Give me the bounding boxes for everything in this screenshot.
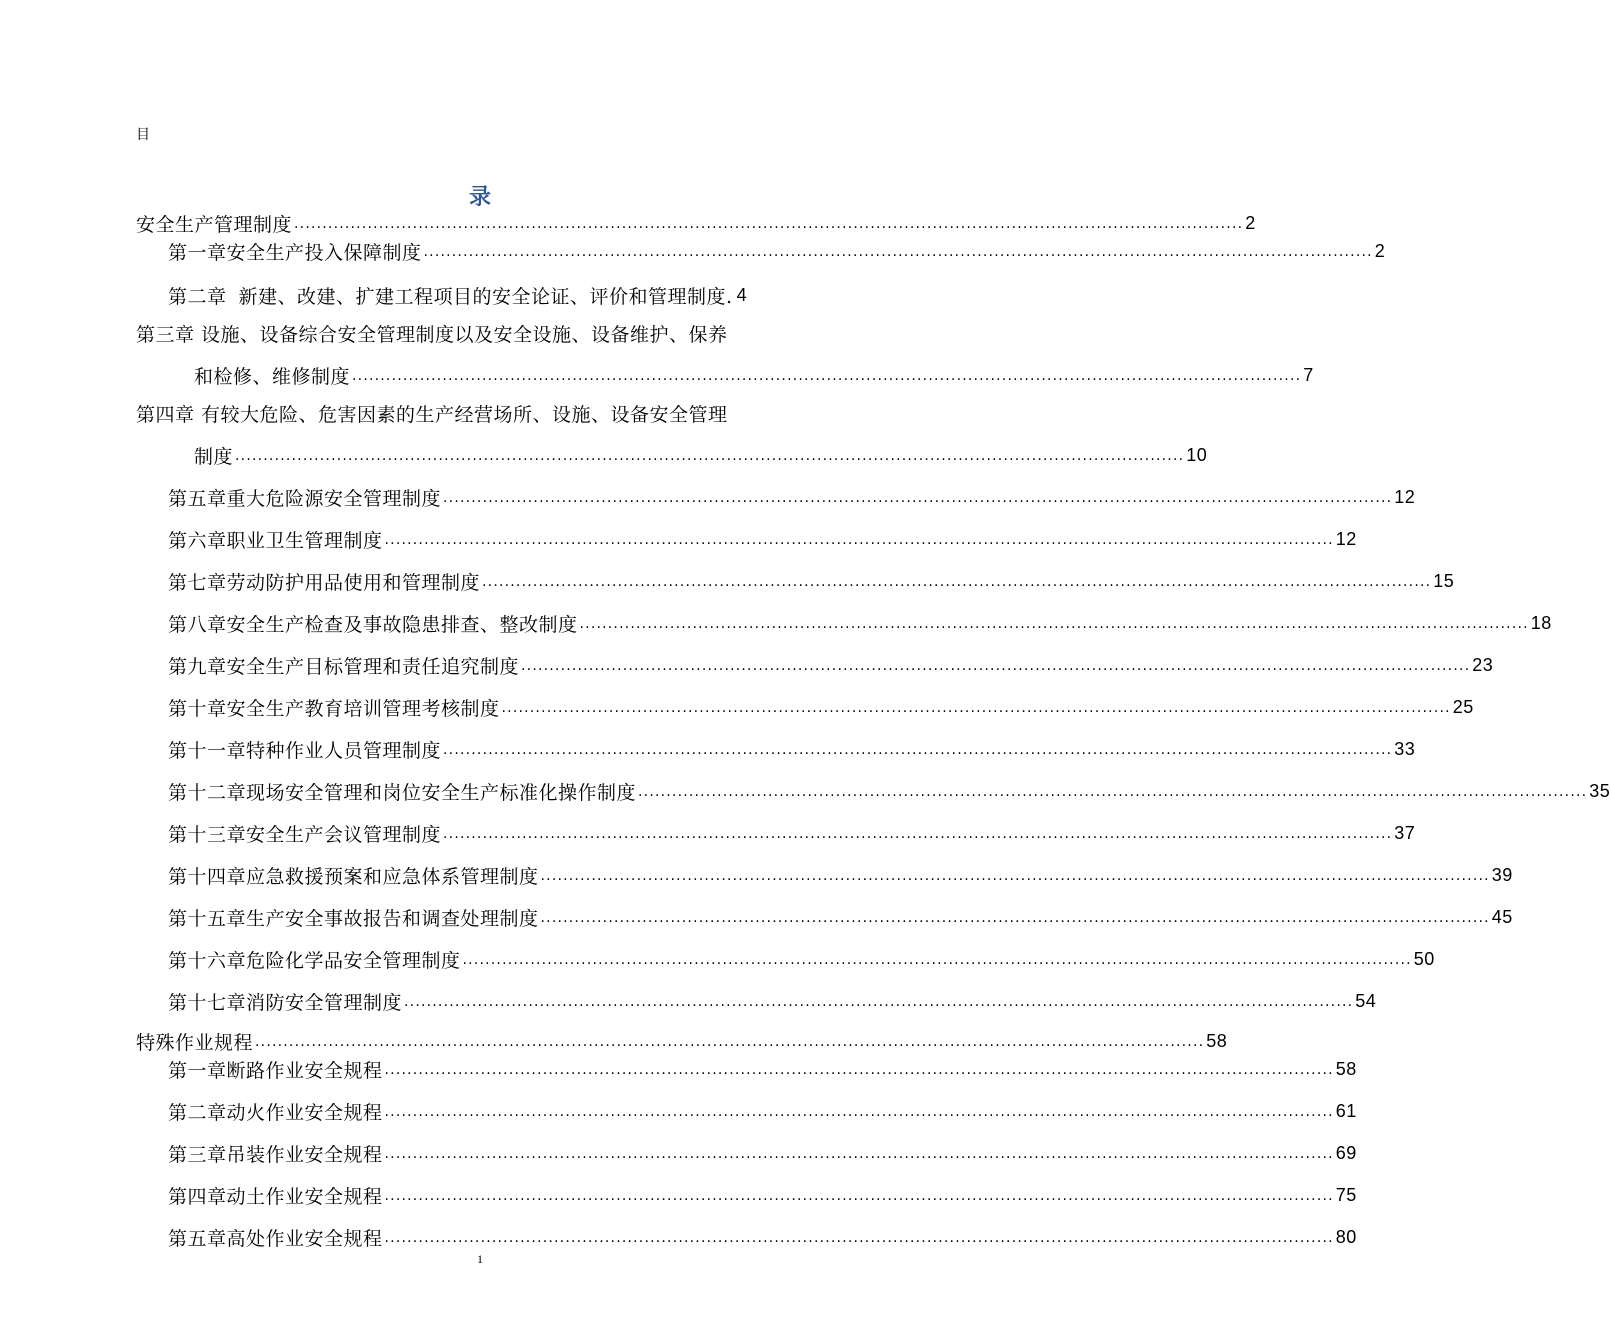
toc-leader-dots: ........................................................................................................................................................................: [501, 700, 1451, 716]
toc-entry-chapter-11[interactable]: [168, 734, 1416, 764]
toc-entry-operation-5[interactable]: [168, 1222, 1357, 1252]
toc-leader-dots: ........................................................................................................................................................................: [404, 994, 1354, 1010]
toc-leader-dots: ........................................................................................................................................................................: [255, 1034, 1205, 1050]
toc-entry-chapter-3-line1[interactable]: 第三章 设施、设备综合安全管理制度以及安全设施、设备维护、保养: [136, 324, 728, 346]
toc-leader-dots: ........................................................................................................................................................................: [579, 616, 1529, 632]
toc-entry-title: 和检修、维修制度: [194, 365, 351, 388]
toc-entry-number: 第九章: [168, 655, 227, 678]
toc-leader-dots: ........................................................................................................................................................................: [638, 784, 1588, 800]
toc-entry-chapter-5[interactable]: [168, 482, 1416, 512]
toc-leader-dots: ........................................................................................................................................................................: [235, 448, 1185, 464]
toc-entry-number: 第一章: [168, 241, 227, 264]
toc-entry-title: 动火作业安全规程: [226, 1101, 383, 1124]
toc-entry-chapter-17[interactable]: [168, 986, 1377, 1016]
toc-leader-dots: ........................................................................................................................................................................: [443, 742, 1393, 758]
toc-entry-chapter-2[interactable]: [168, 280, 826, 310]
toc-entry-number: 第五章: [168, 1227, 227, 1250]
toc-entry-number: 第四章: [168, 1185, 227, 1208]
toc-entry-chapter-6[interactable]: [168, 524, 1357, 554]
toc-entry-page: 54: [1355, 990, 1377, 1011]
toc-entry-page: 10: [1186, 444, 1208, 465]
toc-entry-chapter-4[interactable]: [194, 440, 1208, 470]
toc-entry-operation-4[interactable]: [168, 1180, 1357, 1210]
toc-entry-page: 69: [1335, 1142, 1357, 1163]
toc-leader-dots: ........................................................................................................................................................................: [482, 574, 1432, 590]
toc-entry-title: 现场安全管理和岗位安全生产标准化操作制度: [246, 781, 637, 804]
toc-entry-title: 安全生产教育培训管理考核制度: [226, 697, 500, 720]
toc-entry-number: 第七章: [168, 571, 227, 594]
toc-entry-title: 制度: [194, 445, 234, 468]
toc-entry-page: 33: [1394, 738, 1416, 759]
toc-entry-page: 2: [1245, 212, 1256, 233]
toc-leader-dots: ........................................................................................................................................................................: [384, 1146, 1334, 1162]
toc-leader-dots: ........................................................................................................................................................................: [384, 1188, 1334, 1204]
toc-entry-title: 安全生产管理制度: [136, 213, 293, 236]
toc-entry-chapter-7[interactable]: [168, 566, 1455, 596]
toc-entry-number: 第十一章: [168, 739, 247, 762]
toc-entry-chapter-15[interactable]: [168, 902, 1513, 932]
toc-entry-page: 35: [1589, 780, 1610, 801]
toc-entry-title: 吊装作业安全规程: [226, 1143, 383, 1166]
toc-entry-title: 应急救援预案和应急体系管理制度: [246, 865, 539, 888]
toc-entry-chapter-14[interactable]: [168, 860, 1513, 890]
toc-entry-chapter-16[interactable]: [168, 944, 1435, 974]
toc-leader-dots: ........................................................................................................................................................................: [540, 868, 1490, 884]
toc-leader-dots: ........................................................................................................................................................................: [462, 952, 1412, 968]
toc-entry-page: 4: [736, 284, 748, 305]
toc-entry-title: 特种作业人员管理制度: [246, 739, 442, 762]
toc-entry-page: 18: [1530, 612, 1552, 633]
toc-leader-dots: ........................................................................................................................................................................: [294, 216, 1244, 232]
toc-entry-title: 消防安全管理制度: [246, 991, 403, 1014]
toc-entry-title: 安全生产检查及事故隐患排查、整改制度: [226, 613, 578, 636]
toc-leader-dots: ........................................................................................................................................................................: [384, 532, 1334, 548]
toc-entry-title: 新建、改建、扩建工程项目的安全论证、评价和管理制度.: [238, 285, 733, 308]
toc-entry-page: 12: [1394, 486, 1416, 507]
toc-entry-chapter-4-line1[interactable]: 第四章 有较大危险、危害因素的生产经营场所、设施、设备安全管理: [136, 404, 728, 426]
toc-entry-chapter-9[interactable]: [168, 650, 1494, 680]
toc-entry-page: 61: [1335, 1100, 1357, 1121]
toc-leader-dots: ........................................................................................................................................................................: [384, 1104, 1334, 1120]
toc-entry-number: 第二章: [168, 285, 227, 308]
toc-entry-number: 第十四章: [168, 865, 247, 888]
toc-entry-title: 安全生产投入保障制度: [226, 241, 422, 264]
toc-leader-dots: ........................................................................................................................................................................: [352, 368, 1302, 384]
toc-entry-number: 第五章: [168, 487, 227, 510]
toc-entry-title: 断路作业安全规程: [226, 1059, 383, 1082]
toc-entry-number: 第六章: [168, 529, 227, 552]
toc-entry-title: 安全生产目标管理和责任追究制度: [226, 655, 520, 678]
toc-title-part2: 录: [468, 184, 491, 210]
toc-entry-number: 第十七章: [168, 991, 247, 1014]
toc-entry-page: 39: [1491, 864, 1513, 885]
toc-entry-title: 职业卫生管理制度: [226, 529, 383, 552]
toc-entry-title: 危险化学品安全管理制度: [246, 949, 461, 972]
toc-entry-section-2[interactable]: [136, 1026, 1228, 1056]
toc-entry-number: 第八章: [168, 613, 227, 636]
toc-entry-page: 25: [1452, 696, 1474, 717]
toc-entry-chapter-8[interactable]: [168, 608, 1552, 638]
toc-entry-chapter-10[interactable]: [168, 692, 1474, 722]
toc-entry-page: 2: [1374, 240, 1386, 261]
toc-entry-title: 重大危险源安全管理制度: [226, 487, 442, 510]
toc-entry-page: 80: [1335, 1226, 1357, 1247]
toc-entry-title: 特殊作业规程: [136, 1031, 254, 1054]
toc-entry-page: 37: [1394, 822, 1416, 843]
toc-leader-dots: ........................................................................................................................................................................: [521, 658, 1471, 674]
toc-entry-page: 58: [1335, 1058, 1357, 1079]
toc-leader-dots: ........................................................................................................................................................................: [443, 490, 1393, 506]
toc-leader-dots: ........................................................................................................................................................................: [384, 1230, 1334, 1246]
toc-entry-page: 75: [1335, 1184, 1357, 1205]
toc-entry-number: 第一章: [168, 1059, 227, 1082]
toc-title-part1: 目: [136, 127, 150, 143]
toc-leader-dots: ........................................................................................................................................................................: [384, 1062, 1334, 1078]
toc-entry-number: 第十六章: [168, 949, 247, 972]
toc-entry-number: 第十章: [168, 697, 227, 720]
toc-entry-chapter-1[interactable]: [168, 236, 1386, 266]
toc-entry-number: 第十五章: [168, 907, 247, 930]
toc-entry-section-1[interactable]: [136, 208, 1256, 238]
page-number: 1: [477, 1252, 483, 1266]
toc-entry-title: 劳动防护用品使用和管理制度: [226, 571, 481, 594]
toc-entry-title: 安全生产会议管理制度: [246, 823, 442, 846]
toc-leader-dots: ........................................................................................................................................................................: [423, 244, 1373, 260]
toc-entry-number: 第二章: [168, 1101, 227, 1124]
toc-leader-dots: ........................................................................................................................................................................: [443, 826, 1393, 842]
toc-entry-page: 7: [1303, 364, 1314, 385]
toc-entry-chapter-12[interactable]: [168, 776, 1610, 806]
toc-leader-dots: ........................................................................................................................................................................: [540, 910, 1490, 926]
toc-entry-title: 生产安全事故报告和调查处理制度: [246, 907, 539, 930]
toc-entry-page: 58: [1206, 1030, 1228, 1051]
toc-entry-chapter-13[interactable]: [168, 818, 1416, 848]
toc-entry-chapter-3[interactable]: [194, 360, 1314, 390]
toc-entry-number: 第十三章: [168, 823, 247, 846]
toc-entry-page: 15: [1433, 570, 1455, 591]
toc-entry-title: 高处作业安全规程: [226, 1227, 383, 1250]
toc-entry-page: 23: [1472, 654, 1494, 675]
toc-entry-operation-1[interactable]: [168, 1054, 1357, 1084]
toc-entry-title: 动土作业安全规程: [226, 1185, 383, 1208]
toc-entry-page: 12: [1335, 528, 1357, 549]
toc-entry-page: 45: [1491, 906, 1513, 927]
toc-entry-page: 50: [1413, 948, 1435, 969]
toc-entry-operation-3[interactable]: [168, 1138, 1357, 1168]
toc-entry-number: 第三章: [168, 1143, 227, 1166]
toc-entry-operation-2[interactable]: [168, 1096, 1357, 1126]
toc-entry-number: 第十二章: [168, 781, 247, 804]
